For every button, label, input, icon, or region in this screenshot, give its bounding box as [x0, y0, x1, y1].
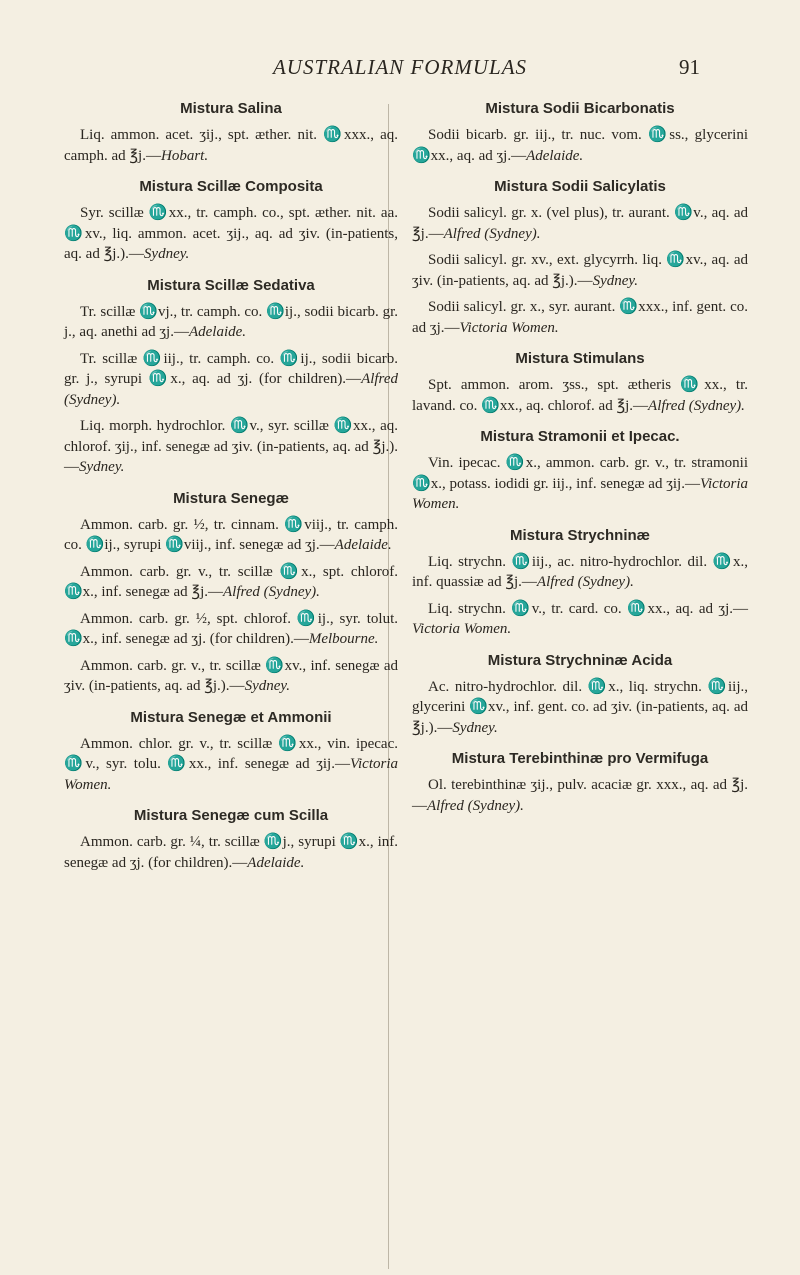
formula-entry [412, 350, 748, 416]
formula-text [64, 349, 398, 411]
formula-source: Victoria Women. [459, 319, 559, 336]
formula-source: Sydney. [244, 678, 290, 694]
formula-heading: Mistura Scillæ Composita [139, 178, 323, 195]
formula-ingredients: Vin. ipecac. ♏x., ammon. carb. gr. v., tr. stramonii ♏x., potass. iodidi gr. iij., inf. senegæ ad ʒij.— [412, 455, 748, 492]
formula-text [412, 125, 748, 166]
formula-entry [64, 807, 398, 873]
formula-entry [64, 100, 398, 166]
formula-text [64, 609, 398, 650]
right-column [412, 100, 748, 828]
formula-entry [412, 100, 748, 166]
formula-ingredients: Ammon. carb. gr. v., tr. scillæ ♏x., spt. chlorof. ♏x., inf. senegæ ad ℥j.— [64, 563, 398, 600]
formula-ingredients: Ammon. carb. gr. ¼, tr. scillæ ♏j., syrupi ♏x., inf. senegæ ad ʒj. (for children).— [64, 834, 398, 871]
formula-source: Adelaide. [188, 324, 247, 340]
formula-source: Melbourne. [308, 631, 379, 647]
formula-text [64, 832, 398, 873]
formula-heading: Mistura Strychninæ Acida [487, 651, 673, 669]
formula-text [64, 562, 398, 603]
formula-text [64, 656, 398, 697]
formula-ingredients: Sodii bicarb. gr. iij., tr. nuc. vom. ♏ss., glycerini ♏xx., aq. ad ʒj.— [412, 127, 748, 164]
formula-ingredients: Ac. nitro-hydrochlor. dil. ♏x., liq. strychn. ♏iij., glycerini ♏xv., inf. gent. co. ad ʒiv. (in-patients, aq. ad ℥j.).— [412, 678, 748, 736]
formula-text [412, 677, 748, 739]
formula-ingredients: Liq. ammon. acet. ʒij., spt. æther. nit. ♏xxx., aq. camph. ad ℥j.— [64, 127, 398, 164]
formula-text [412, 250, 748, 291]
formula-text [64, 416, 398, 478]
formula-source: Sydney. [452, 719, 498, 736]
formula-ingredients: Tr. scillæ ♏vj., tr. camph. co. ♏ij., sodii bicarb. gr. j., aq. anethi ad ʒj.— [64, 303, 398, 340]
formula-source: Alfred (Sydney). [223, 584, 320, 600]
formula-heading: Mistura Senegæ et Ammonii [130, 708, 332, 726]
formula-source: Adelaide. [247, 854, 305, 871]
formula-heading: Mistura Scillæ Sedativa [147, 276, 315, 294]
formula-text [64, 125, 398, 166]
formula-heading: Mistura Terebinthinæ pro Vermifuga [451, 750, 709, 767]
formula-ingredients: Tr. scillæ ♏iij., tr. camph. co. ♏ij., sodii bicarb. gr. j., syrupi ♏x., aq. ad ʒj. (for children).— [64, 350, 398, 387]
formula-source: Victoria Women. [412, 475, 748, 512]
formula-ingredients: Ol. terebinthinæ ʒij., pulv. acaciæ gr. xxx., aq. ad ℥j.— [412, 777, 748, 814]
formula-entry [412, 428, 748, 515]
formula-entry [412, 652, 748, 739]
formula-ingredients: Ammon. chlor. gr. v., tr. scillæ ♏xx., vin. ipecac. ♏v., syr. tolu. ♏xx., inf. senegæ ad ʒij.— [64, 735, 398, 772]
formula-source: Alfred (Sydney). [536, 574, 634, 590]
formula-entry [412, 178, 748, 338]
formula-heading: Mistura Sodii Salicylatis [494, 178, 666, 195]
formula-ingredients: Ammon. carb. gr. ½, tr. cinnam. ♏viij., tr. camph. co. ♏ij., syrupi ♏viij., inf. senegæ ad ʒj.— [64, 516, 398, 553]
formula-entry [412, 527, 748, 640]
formula-text [412, 552, 748, 593]
formula-text [412, 375, 748, 416]
formula-text [412, 453, 748, 515]
formula-text [412, 775, 748, 816]
formula-text [64, 203, 398, 265]
formula-heading: Mistura Sodii Bicarbonatis [485, 100, 675, 117]
formula-text [64, 515, 398, 556]
formula-heading: Mistura Senegæ cum Scilla [133, 807, 329, 824]
formula-heading: Mistura Senegæ [173, 489, 289, 507]
formula-source: Sydney. [79, 459, 125, 475]
formula-ingredients: Sodii salicyl. gr. x. (vel plus), tr. aurant. ♏v., aq. ad ℥j.— [412, 205, 748, 242]
formula-ingredients: Liq. morph. hydrochlor. ♏v., syr. scillæ ♏xx., aq. chlorof. ʒij., inf. senegæ ad ʒiv. (in-patients, aq. ad ℥j.).— [64, 418, 398, 475]
formula-text [412, 599, 748, 640]
formula-entry [64, 709, 398, 796]
formula-ingredients: Syr. scillæ ♏xx., tr. camph. co., spt. æther. nit. aa. ♏xv., liq. ammon. acet. ʒij., aq. ad ʒiv. (in-patients, aq. ad ℥j.).— [64, 205, 398, 262]
formula-text [412, 203, 748, 244]
formula-entry [64, 178, 398, 265]
formula-source: Alfred (Sydney). [427, 797, 524, 814]
formula-text [64, 734, 398, 796]
page-header [0, 55, 800, 85]
formula-source: Sydney. [143, 246, 190, 262]
formula-source: Adelaide. [526, 147, 584, 164]
formula-source: Alfred (Sydney). [443, 225, 541, 242]
formula-ingredients: Spt. ammon. arom. ʒss., spt. ætheris ♏xx., tr. lavand. co. ♏xx., aq. chlorof. ad ℥j.— [412, 377, 748, 414]
formula-text [412, 297, 748, 338]
formula-source: Alfred (Sydney). [64, 371, 398, 408]
formula-ingredients: Sodii salicyl. gr. x., syr. aurant. ♏xxx., inf. gent. co. ad ʒj.— [412, 299, 748, 336]
formula-ingredients: Ammon. carb. gr. ½, spt. chlorof. ♏ij., syr. tolut. ♏x., inf. senegæ ad ʒj. (for children).— [64, 610, 398, 647]
formula-heading: Mistura Strychninæ [509, 526, 651, 544]
formula-source: Alfred (Sydney). [648, 397, 745, 414]
formula-source: Sydney. [592, 272, 638, 289]
left-column [64, 100, 398, 885]
formula-heading: Mistura Stimulans [515, 350, 645, 367]
formula-ingredients: Sodii salicyl. gr. xv., ext. glycyrrh. liq. ♏xv., aq. ad ʒiv. (in-patients, aq. ad ℥j.).— [412, 252, 748, 289]
page-number: 91 [679, 55, 700, 79]
formula-heading: Mistura Stramonii et Ipecac. [480, 428, 680, 445]
formula-source: Victoria Women. [64, 756, 398, 793]
formula-source: Victoria Women. [412, 621, 512, 637]
formula-ingredients: Liq. strychn. ♏v., tr. card. co. ♏xx., aq. ad ʒj.— [428, 600, 748, 617]
formula-source: Hobart. [160, 147, 209, 164]
formula-source: Adelaide. [334, 537, 392, 553]
formula-heading: Mistura Salina [180, 100, 282, 117]
running-title: AUSTRALIAN FORMULAS [272, 55, 528, 79]
formula-entry [64, 277, 398, 478]
formula-entry [64, 490, 398, 697]
formula-ingredients: Liq. strychn. ♏iij., ac. nitro-hydrochlor. dil. ♏x., inf. quassiæ ad ℥j.— [412, 553, 748, 590]
formula-text [64, 302, 398, 343]
formula-entry [412, 750, 748, 816]
formula-ingredients: Ammon. carb. gr. v., tr. scillæ ♏xv., inf. senegæ ad ʒiv. (in-patients, aq. ad ℥j.).— [64, 657, 398, 694]
